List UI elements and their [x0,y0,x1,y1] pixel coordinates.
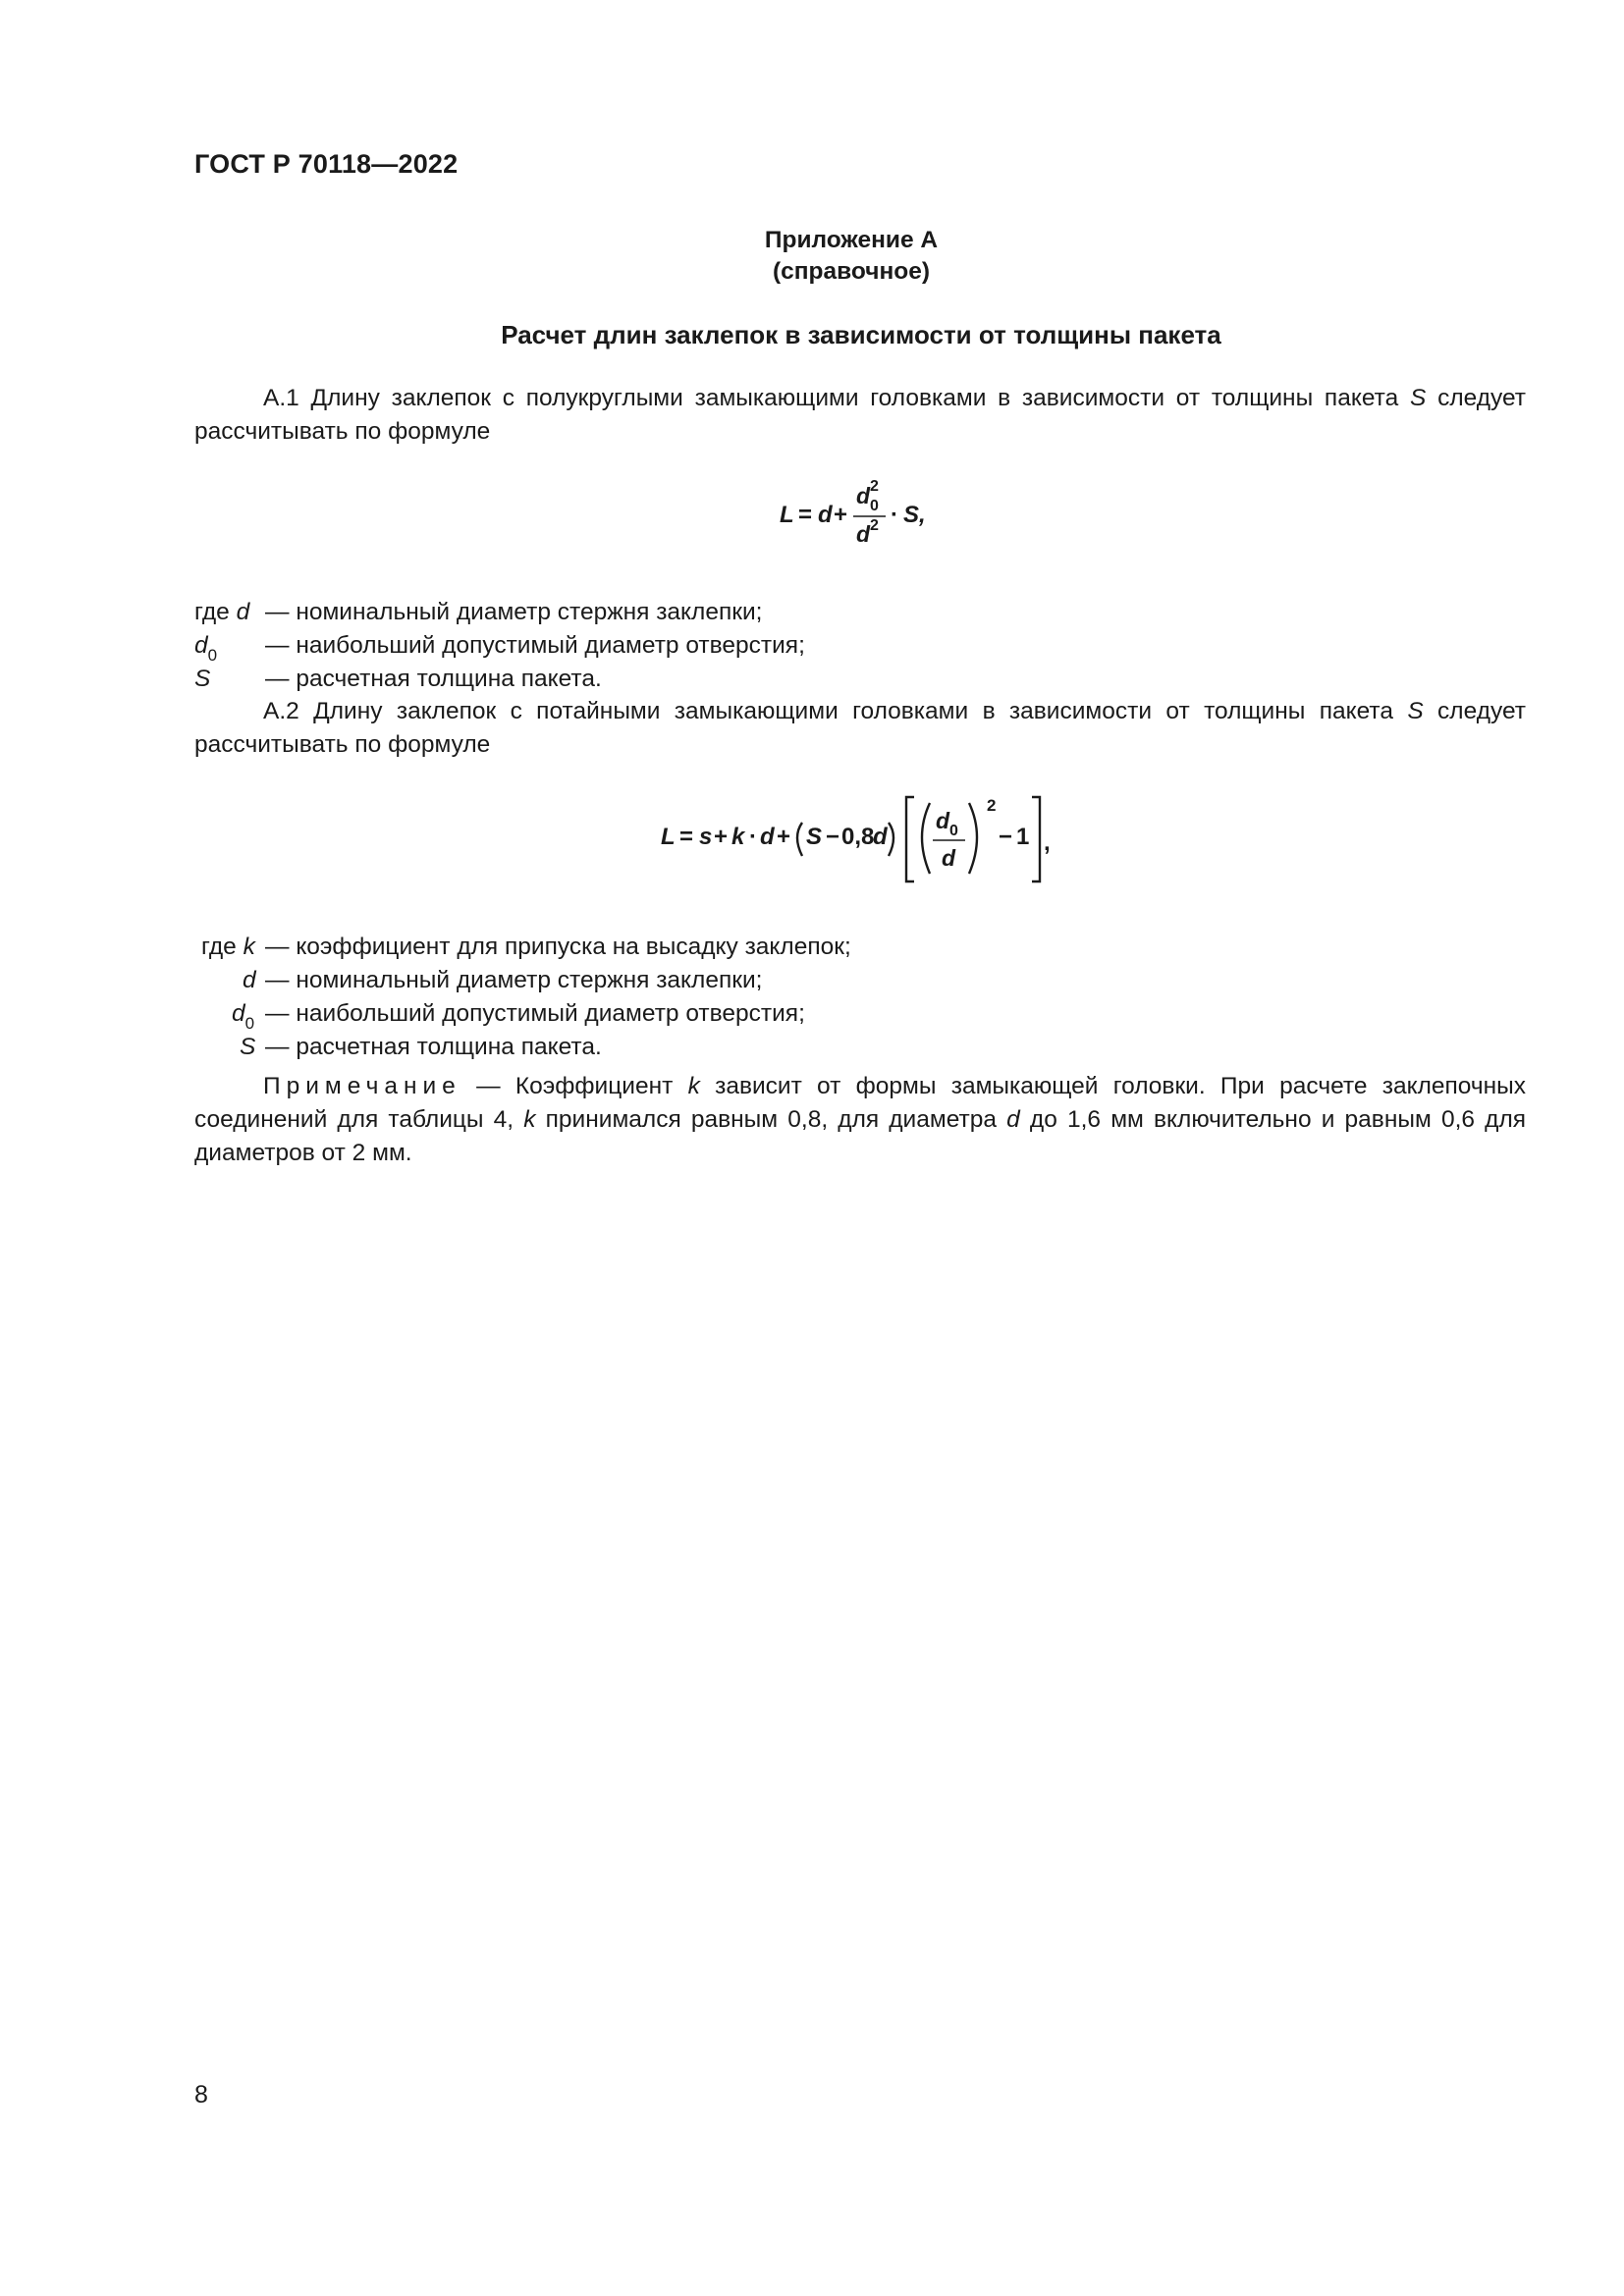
formula-a2-power: 2 [987,796,997,815]
note-var-d: d [1006,1106,1020,1133]
where-dash: — [265,1034,290,1060]
annex-type: (справочное) [772,258,931,285]
where-desc: расчетная толщина пакета. [296,1034,602,1060]
where-desc: номинальный диаметр стержня заклепки; [296,967,763,993]
formula-a2-d2: d [873,824,888,850]
formula-a2-paren-big-right [969,803,977,874]
note-var-k2: k [523,1106,536,1133]
a1-var-s: S [1409,385,1427,411]
formula-a1-eq: = [798,502,813,528]
note-paragraph [194,1070,1526,1170]
where-symbol-sub: 0 [207,646,218,665]
where-dash: — [265,934,290,960]
formula-a1-num-sub: 0 [870,498,879,514]
where-a2-row-1 [201,931,255,964]
formula-a2-frac-den: d [942,845,956,871]
where-a2-row-4-desc [265,1031,602,1064]
formula-a2-minus: − [826,824,840,850]
formula-a1-num-base: d [856,483,871,508]
where-a1-row-1 [194,596,249,629]
note-label: Примечание [263,1073,461,1099]
note-text-2: зависит от формы замыкающей головки. При расчете заклепочных соединений для таблицы 4, [194,1073,1526,1133]
note-text-4: до 1,6 мм включительно и равным 0,6 для диаметров от 2 мм. [194,1106,1527,1166]
where-a2-row-3-desc [265,997,805,1031]
where-dash: — [265,632,290,659]
where-a2-row-1-desc [265,931,851,964]
formula-a1-plus: + [834,502,848,528]
formula-a2-lhs: L [661,824,676,850]
formula-a2-bracket-left [906,797,914,881]
formula-a1-lhs: L [780,502,794,528]
where-a1-row-1-desc [265,596,762,629]
formula-a2-frac-num: d [936,808,950,833]
where-desc: наибольший допустимый диаметр отверстия; [296,1000,805,1027]
where-symbol-sub: 0 [244,1014,255,1033]
formula-a1 [766,471,962,550]
where-a1-row-2 [194,629,217,665]
formula-a2-k: k [731,824,745,850]
where-a1-row-3-desc [265,663,602,696]
where-a2-row-4 [240,1031,255,1064]
where-prefix: где [194,599,237,625]
where-symbol: S [194,666,211,692]
where-prefix: где [201,934,244,960]
where-a1-row-2-desc [265,629,805,663]
where-desc: наибольший допустимый диаметр отверстия; [296,632,805,659]
formula-a2 [653,785,1075,893]
formula-a1-dot: · [891,502,898,528]
where-symbol: d [236,599,250,625]
formula-a2-minus2: − [999,824,1013,850]
formula-a2-plus2: + [777,824,791,850]
formula-a2-paren-big-left [922,803,930,874]
formula-a1-num-sup: 2 [870,478,879,495]
formula-a1-den-sup: 2 [870,517,879,534]
where-dash: — [265,1000,290,1027]
where-a2-row-2 [243,964,256,997]
a2-text-part1: А.2 Длину заклепок с потайными замыкающими головками в зависимости от толщины пакета [263,698,1408,724]
where-desc: расчетная толщина пакета. [296,666,602,692]
where-dash: — [265,666,290,692]
formula-a2-dot: · [749,824,757,850]
where-symbol: S [240,1034,256,1060]
formula-a1-s: S, [903,502,926,528]
formula-a2-bracket-right [1032,797,1040,881]
a2-var-s: S [1407,698,1424,724]
note-var-k1: k [687,1073,700,1099]
where-desc: номинальный диаметр стержня заклепки; [296,599,763,625]
where-a1-row-3 [194,663,210,696]
a1-text-part2: следует рассчитывать по формуле [194,385,1527,445]
formula-a1-d: d [818,502,833,528]
formula-a2-plus1: + [714,824,729,850]
annex-title: Приложение А [764,227,939,253]
a2-text-part2: следует рассчитывать по формуле [194,698,1526,758]
paragraph-a2 [194,695,1526,762]
paragraph-a1 [194,382,1526,449]
note-text-3: принимался равным 0,8, для диаметра [535,1106,1007,1133]
where-symbol: d [243,967,256,993]
where-symbol: d [194,632,208,659]
section-title: Расчет длин заклепок в зависимости от толщины пакета [501,320,1221,349]
page-number: 8 [194,2081,208,2109]
where-symbol: d [232,1000,245,1027]
formula-a1-den-base: d [856,521,871,547]
formula-a2-paren-left [797,823,802,856]
where-dash: — [265,967,290,993]
note-text-1: — Коэффициент [460,1073,688,1099]
where-a2-row-3 [232,997,254,1033]
formula-a2-coef: 0,8 [841,824,875,850]
formula-a2-eq: = [679,824,694,850]
formula-a2-S: S [806,824,823,850]
formula-a2-frac-num-sub: 0 [949,823,958,839]
document-id: ГОСТ Р 70118—2022 [194,149,459,179]
where-desc: коэффициент для припуска на высадку заклепок; [296,934,851,960]
where-symbol: k [243,934,255,960]
formula-a2-d: d [760,824,775,850]
formula-a2-comma: , [1044,829,1051,856]
formula-a2-paren-right [889,823,893,856]
a1-text-part1: А.1 Длину заклепок с полукруглыми замыкающими головками в зависимости от толщины пакета [263,385,1410,411]
where-a2-row-2-desc [265,964,762,997]
where-dash: — [265,599,290,625]
formula-a2-one: 1 [1016,824,1030,850]
formula-a2-s: s [699,824,713,850]
